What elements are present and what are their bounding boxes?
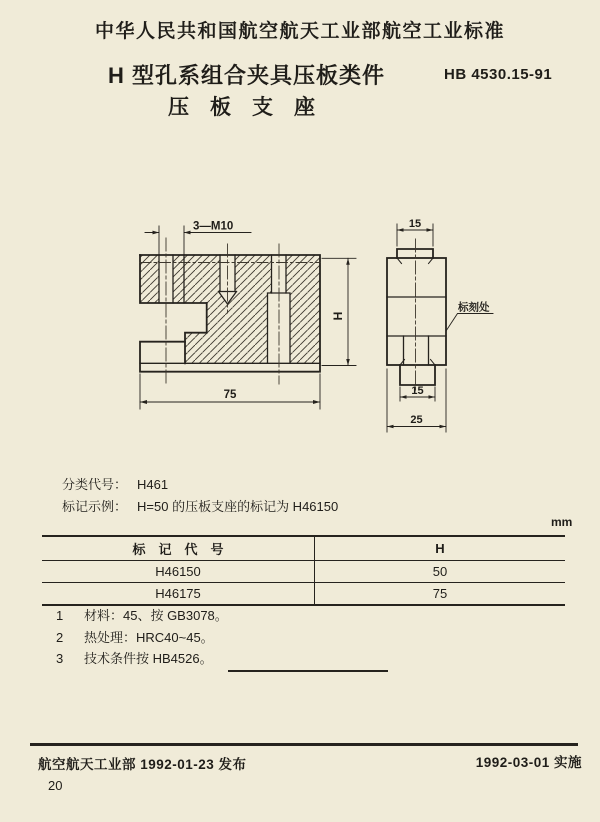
dim-top-label: 15	[408, 218, 422, 230]
note-text: 热处理：HRC40~45。	[84, 629, 214, 645]
side-view	[387, 218, 493, 432]
document-title: H 型孔系组合夹具压板类件	[108, 63, 386, 88]
table-header-row	[42, 537, 565, 561]
dim-depth-label: 25	[410, 414, 423, 426]
table-cell-h: 75	[314, 583, 565, 604]
arrowhead	[184, 231, 191, 235]
dim-bottom-label: 15	[411, 385, 424, 397]
classification-code-value: H461	[137, 477, 169, 492]
standard-number: HB 4530.15-91	[444, 66, 553, 83]
arrowhead	[397, 228, 404, 232]
note-number: 3	[56, 651, 64, 666]
table-header-h: H	[314, 537, 565, 560]
table-cell-h: 50	[314, 561, 565, 582]
arrowhead	[313, 400, 320, 404]
note-text: 技术条件按 HB4526。	[84, 651, 213, 666]
specification-table	[42, 535, 565, 606]
note-number: 2	[56, 629, 64, 645]
footer-effective-text: 1992-03-01 实施	[475, 755, 582, 770]
note-number: 1	[56, 608, 64, 623]
content-end-divider	[228, 670, 388, 672]
technical-drawing	[0, 195, 600, 445]
arrowhead	[346, 359, 350, 366]
arrowhead	[346, 258, 350, 265]
note-heat-treatment	[56, 627, 228, 649]
table-cell-code: H46175	[155, 586, 201, 601]
side-inner-edges	[387, 297, 446, 365]
classification-block	[62, 474, 338, 518]
marking-example-label: 标记示例：	[62, 499, 128, 514]
arrowhead	[440, 425, 447, 429]
note-technical-conditions	[56, 648, 228, 670]
marking-example-row	[62, 496, 338, 518]
table-unit-label: mm	[551, 515, 573, 529]
footer-rule	[30, 743, 578, 746]
document-subtitle: 压 板 支 座	[168, 96, 315, 119]
note-text: 材料：45、按 GB3078。	[84, 608, 228, 623]
dim-width-label: 75	[223, 389, 237, 401]
arrowhead	[387, 425, 394, 429]
marking-example-value: H=50 的压板支座的标记为 H46150	[137, 499, 339, 514]
arrowhead	[429, 395, 436, 399]
relief-ticks	[397, 258, 435, 365]
side-outline	[387, 249, 446, 385]
arrowhead	[140, 400, 147, 404]
document-header: 中华人民共和国航空航天工业部航空工业标准	[94, 21, 505, 42]
table-row	[42, 561, 565, 583]
marking-label: 标刻处	[458, 301, 490, 314]
section-view	[140, 221, 356, 410]
footer-issued-text: 航空航天工业部 1992-01-23 发布	[38, 757, 247, 772]
page-number: 20	[48, 778, 63, 793]
table-row	[42, 583, 565, 604]
note-material	[56, 605, 228, 627]
table-header-code: 标 记 代 号	[132, 542, 224, 557]
notes-block	[56, 605, 228, 670]
marking-leader-line	[446, 314, 493, 332]
classification-code-row	[62, 474, 338, 496]
arrowhead	[427, 228, 434, 232]
dim-height-label: H	[331, 311, 345, 321]
table-cell-code: H46150	[155, 564, 201, 579]
arrowhead	[153, 231, 160, 235]
classification-code-label: 分类代号：	[62, 477, 128, 492]
arrowhead	[400, 395, 407, 399]
dim-thread-label: 3—M10	[193, 220, 234, 233]
